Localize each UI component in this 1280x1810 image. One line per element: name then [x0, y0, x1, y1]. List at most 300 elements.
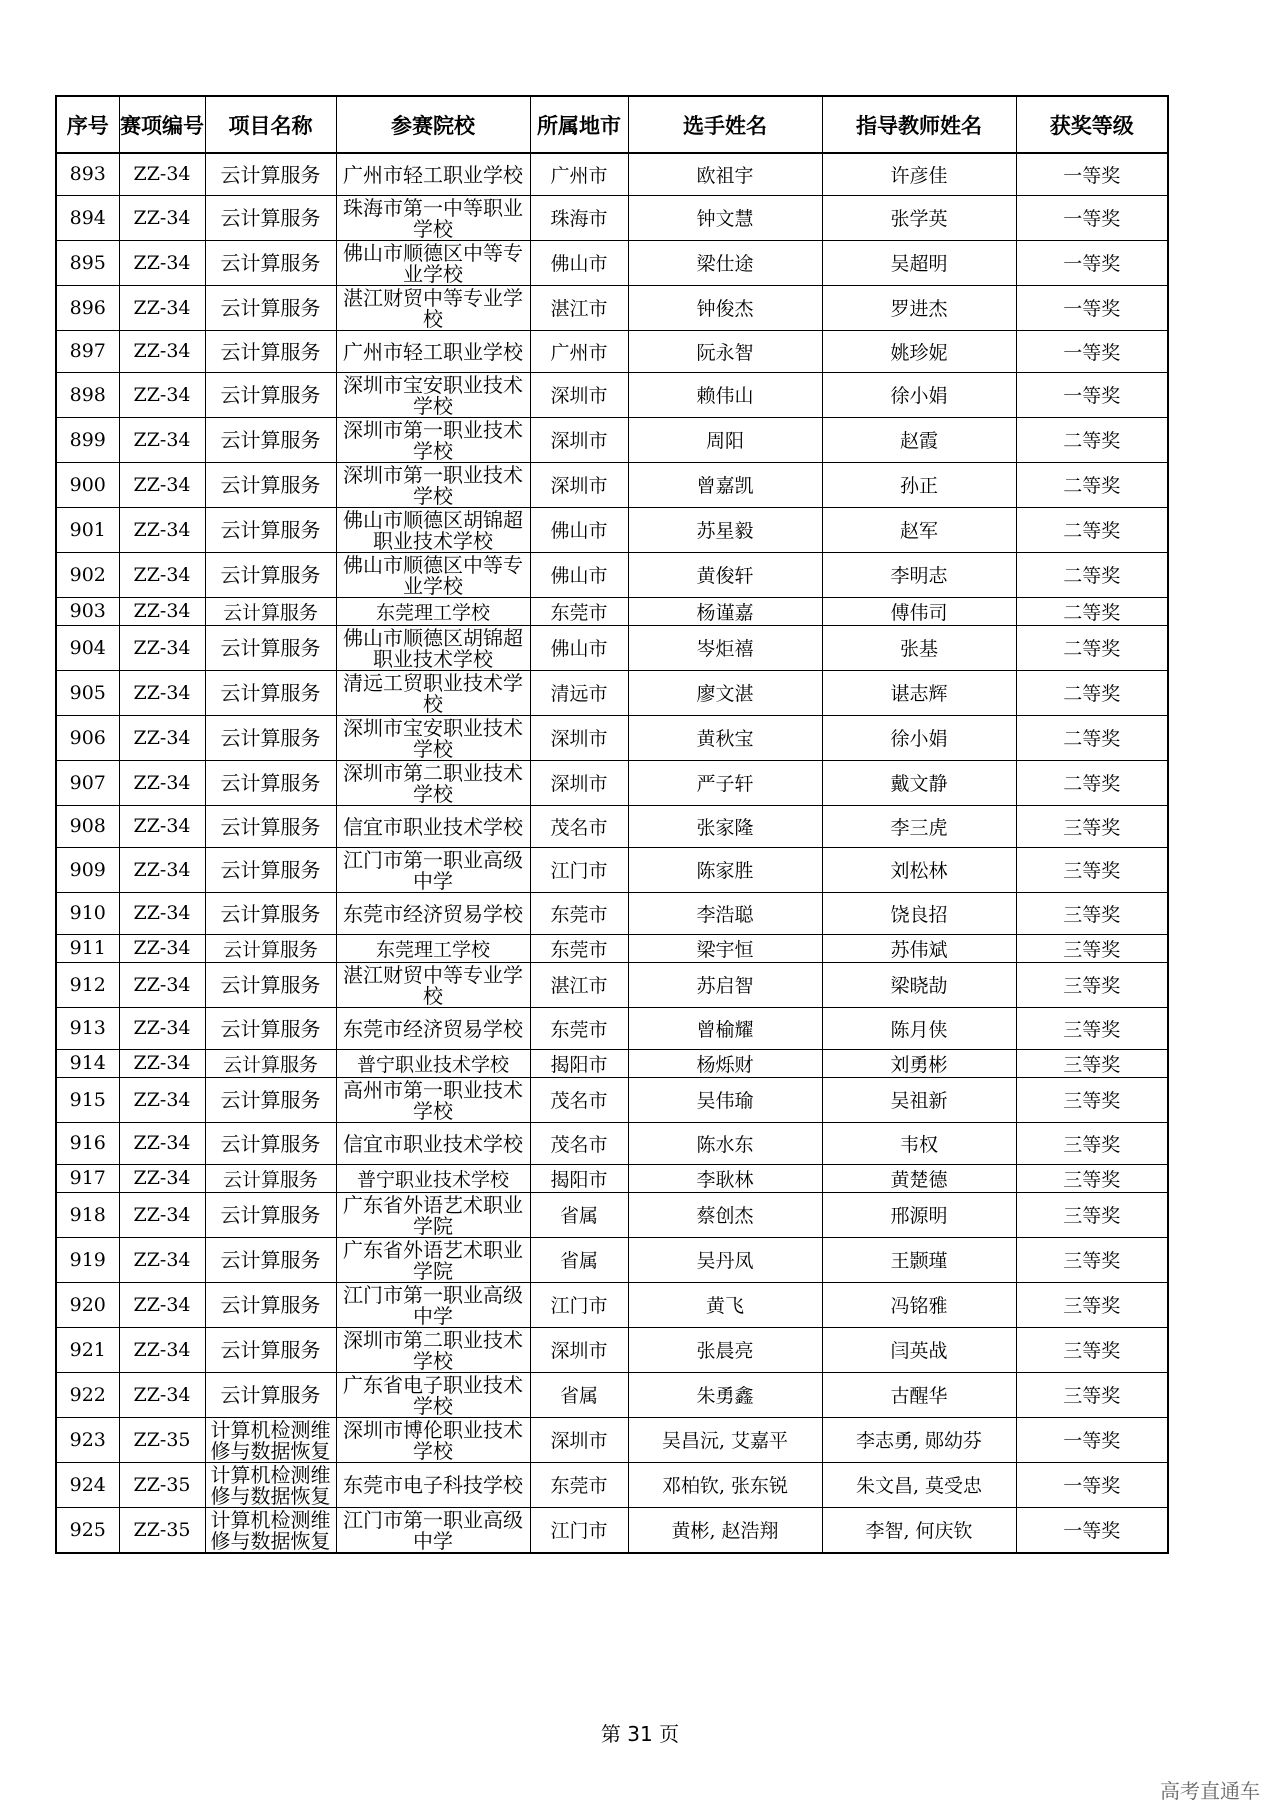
cell-seq: 903 [56, 597, 119, 625]
cell-award: 一等奖 [1016, 1417, 1168, 1462]
table-row [56, 1192, 1168, 1237]
cell-award: 三等奖 [1016, 1282, 1168, 1327]
cell-school: 东莞理工学校 [336, 597, 530, 625]
table-row [56, 1507, 1168, 1553]
table-row [56, 330, 1168, 372]
cell-teacher: 张学英 [822, 195, 1016, 240]
cell-seq: 904 [56, 625, 119, 670]
table-row [56, 847, 1168, 892]
cell-contestant: 吴昌沅, 艾嘉平 [628, 1417, 822, 1462]
table-row [56, 372, 1168, 417]
cell-project-name-text: 云计算服务 [220, 1383, 321, 1406]
cell-award: 三等奖 [1016, 1237, 1168, 1282]
cell-city: 深圳市 [530, 417, 628, 462]
cell-seq: 893 [56, 153, 119, 195]
cell-school [336, 240, 530, 285]
cell-city: 广州市 [530, 330, 628, 372]
cell-school-text: 佛山市顺德区中等专业学校 [343, 240, 523, 285]
cell-project-name [205, 847, 336, 892]
table-row [56, 1417, 1168, 1462]
table-row [56, 1372, 1168, 1417]
cell-award: 一等奖 [1016, 153, 1168, 195]
cell-project-name-text: 云计算服务 [220, 1338, 321, 1361]
cell-school-text: 清远工贸职业技术学校 [343, 670, 523, 715]
table-row [56, 1122, 1168, 1164]
cell-city: 佛山市 [530, 240, 628, 285]
cell-teacher: 朱文昌, 莫受忠 [822, 1462, 1016, 1507]
cell-award: 三等奖 [1016, 1327, 1168, 1372]
header-contestant: 选手姓名 [628, 96, 822, 153]
cell-seq: 917 [56, 1164, 119, 1192]
cell-city: 佛山市 [530, 625, 628, 670]
cell-seq: 895 [56, 240, 119, 285]
cell-event-code: ZZ-34 [119, 1049, 205, 1077]
cell-contestant: 钟文慧 [628, 195, 822, 240]
cell-event-code: ZZ-34 [119, 934, 205, 962]
table-row [56, 417, 1168, 462]
cell-school-text: 广东省外语艺术职业学院 [343, 1192, 523, 1237]
cell-school [336, 372, 530, 417]
table-row [56, 552, 1168, 597]
cell-school: 东莞理工学校 [336, 934, 530, 962]
cell-city: 东莞市 [530, 1462, 628, 1507]
cell-event-code: ZZ-34 [119, 462, 205, 507]
cell-contestant: 曾嘉凯 [628, 462, 822, 507]
cell-teacher: 陈月侠 [822, 1007, 1016, 1049]
cell-seq: 921 [56, 1327, 119, 1372]
table-row [56, 805, 1168, 847]
cell-event-code: ZZ-34 [119, 552, 205, 597]
cell-award: 三等奖 [1016, 1007, 1168, 1049]
cell-school [336, 760, 530, 805]
cell-project-name-text: 计算机检测维修与数据恢复 [210, 1417, 331, 1462]
cell-teacher: 吴祖新 [822, 1077, 1016, 1122]
table-row [56, 1327, 1168, 1372]
cell-city: 清远市 [530, 670, 628, 715]
cell-award: 一等奖 [1016, 285, 1168, 330]
cell-event-code: ZZ-34 [119, 715, 205, 760]
cell-school [336, 1327, 530, 1372]
cell-teacher: 孙正 [822, 462, 1016, 507]
cell-event-code: ZZ-34 [119, 1372, 205, 1417]
cell-seq: 905 [56, 670, 119, 715]
table-row [56, 1164, 1168, 1192]
table-row [56, 1007, 1168, 1049]
cell-project-name [205, 417, 336, 462]
cell-event-code: ZZ-34 [119, 847, 205, 892]
cell-teacher: 冯铭雅 [822, 1282, 1016, 1327]
cell-school-text: 广州市轻工职业学校 [343, 339, 523, 363]
cell-teacher: 罗进杰 [822, 285, 1016, 330]
cell-event-code: ZZ-34 [119, 507, 205, 552]
cell-contestant: 张晨亮 [628, 1327, 822, 1372]
cell-contestant: 杨谨嘉 [628, 597, 822, 625]
cell-contestant: 吴伟瑜 [628, 1077, 822, 1122]
cell-event-code: ZZ-34 [119, 1192, 205, 1237]
cell-seq: 909 [56, 847, 119, 892]
cell-teacher: 谌志辉 [822, 670, 1016, 715]
cell-project-name [205, 507, 336, 552]
cell-city: 广州市 [530, 153, 628, 195]
cell-event-code: ZZ-34 [119, 805, 205, 847]
cell-seq: 923 [56, 1417, 119, 1462]
cell-seq: 907 [56, 760, 119, 805]
cell-event-code: ZZ-34 [119, 962, 205, 1007]
cell-project-name-text: 云计算服务 [220, 339, 321, 363]
cell-event-code: ZZ-34 [119, 285, 205, 330]
cell-school [336, 552, 530, 597]
cell-project-name: 云计算服务 [205, 597, 336, 625]
cell-award: 一等奖 [1016, 1462, 1168, 1507]
cell-school-text: 佛山市顺德区胡锦超职业技术学校 [343, 625, 523, 670]
table-row [56, 597, 1168, 625]
cell-city: 深圳市 [530, 1417, 628, 1462]
cell-event-code: ZZ-34 [119, 597, 205, 625]
cell-project-name-text: 云计算服务 [220, 473, 321, 496]
cell-contestant: 朱勇鑫 [628, 1372, 822, 1417]
table-row [56, 934, 1168, 962]
cell-award: 一等奖 [1016, 240, 1168, 285]
cell-event-code: ZZ-34 [119, 760, 205, 805]
cell-school [336, 715, 530, 760]
cell-contestant: 苏启智 [628, 962, 822, 1007]
cell-project-name [205, 1417, 336, 1462]
cell-school [336, 670, 530, 715]
cell-teacher: 梁晓劼 [822, 962, 1016, 1007]
cell-teacher: 古醒华 [822, 1372, 1016, 1417]
cell-contestant: 赖伟山 [628, 372, 822, 417]
page-number: 第 31 页 [600, 1722, 680, 1746]
cell-award: 二等奖 [1016, 670, 1168, 715]
cell-contestant: 黄彬, 赵浩翔 [628, 1507, 822, 1553]
cell-city: 东莞市 [530, 1007, 628, 1049]
cell-teacher: 黄楚德 [822, 1164, 1016, 1192]
cell-event-code: ZZ-34 [119, 417, 205, 462]
cell-school [336, 285, 530, 330]
cell-contestant: 严子轩 [628, 760, 822, 805]
cell-city: 揭阳市 [530, 1164, 628, 1192]
cell-award: 三等奖 [1016, 1164, 1168, 1192]
table-row [56, 195, 1168, 240]
cell-event-code: ZZ-34 [119, 1122, 205, 1164]
cell-project-name [205, 962, 336, 1007]
cell-project-name [205, 805, 336, 847]
cell-seq: 900 [56, 462, 119, 507]
table-row [56, 240, 1168, 285]
cell-contestant: 钟俊杰 [628, 285, 822, 330]
watermark: 高考直通车 [1160, 1779, 1260, 1803]
table-row [56, 285, 1168, 330]
cell-project-name-text: 云计算服务 [220, 1248, 321, 1271]
cell-seq: 911 [56, 934, 119, 962]
cell-award: 三等奖 [1016, 1192, 1168, 1237]
cell-project-name-text: 云计算服务 [220, 1203, 321, 1226]
cell-school [336, 462, 530, 507]
cell-contestant: 梁宇恒 [628, 934, 822, 962]
cell-contestant: 曾榆耀 [628, 1007, 822, 1049]
cell-project-name [205, 625, 336, 670]
cell-school: 普宁职业技术学校 [336, 1164, 530, 1192]
cell-seq: 913 [56, 1007, 119, 1049]
cell-award: 三等奖 [1016, 1077, 1168, 1122]
cell-contestant: 黄飞 [628, 1282, 822, 1327]
cell-seq: 908 [56, 805, 119, 847]
cell-city: 深圳市 [530, 462, 628, 507]
cell-school [336, 1237, 530, 1282]
cell-contestant: 张家隆 [628, 805, 822, 847]
cell-city: 省属 [530, 1372, 628, 1417]
table-row [56, 892, 1168, 934]
cell-event-code: ZZ-34 [119, 1007, 205, 1049]
cell-city: 江门市 [530, 1282, 628, 1327]
cell-seq: 901 [56, 507, 119, 552]
cell-project-name [205, 670, 336, 715]
cell-school-text: 深圳市宝安职业技术学校 [343, 715, 523, 760]
cell-project-name-text: 云计算服务 [220, 1016, 321, 1040]
cell-city: 深圳市 [530, 372, 628, 417]
cell-project-name-text: 计算机检测维修与数据恢复 [210, 1462, 331, 1507]
header-teacher: 指导教师姓名 [822, 96, 1016, 153]
header-project-name: 项目名称 [205, 96, 336, 153]
cell-city: 深圳市 [530, 715, 628, 760]
cell-award: 三等奖 [1016, 1372, 1168, 1417]
cell-school-text: 湛江财贸中等专业学校 [343, 962, 523, 1007]
cell-city: 深圳市 [530, 1327, 628, 1372]
cell-event-code: ZZ-34 [119, 1164, 205, 1192]
cell-project-name [205, 462, 336, 507]
cell-contestant: 吴丹凤 [628, 1237, 822, 1282]
cell-contestant: 岑炬禧 [628, 625, 822, 670]
cell-city: 湛江市 [530, 962, 628, 1007]
cell-award: 三等奖 [1016, 847, 1168, 892]
cell-city: 珠海市 [530, 195, 628, 240]
cell-project-name-text: 云计算服务 [220, 428, 321, 451]
cell-city: 茂名市 [530, 1077, 628, 1122]
cell-project-name-text: 云计算服务 [220, 771, 321, 794]
cell-project-name-text: 计算机检测维修与数据恢复 [210, 1507, 331, 1552]
cell-seq: 912 [56, 962, 119, 1007]
cell-contestant: 黄秋宝 [628, 715, 822, 760]
cell-contestant: 欧祖宇 [628, 153, 822, 195]
cell-project-name-text: 云计算服务 [220, 296, 321, 319]
cell-teacher: 许彦佳 [822, 153, 1016, 195]
cell-project-name-text: 云计算服务 [220, 162, 321, 186]
cell-contestant: 陈水东 [628, 1122, 822, 1164]
cell-teacher: 邢源明 [822, 1192, 1016, 1237]
cell-seq: 897 [56, 330, 119, 372]
cell-award: 一等奖 [1016, 1507, 1168, 1553]
cell-school [336, 1417, 530, 1462]
cell-school-text: 江门市第一职业高级中学 [343, 1282, 523, 1327]
cell-contestant: 梁仕途 [628, 240, 822, 285]
cell-event-code: ZZ-35 [119, 1507, 205, 1553]
cell-project-name [205, 285, 336, 330]
cell-project-name-text: 云计算服务 [220, 206, 321, 229]
cell-school-text: 深圳市第一职业技术学校 [343, 417, 523, 462]
cell-project-name-text: 云计算服务 [220, 636, 321, 659]
cell-city: 江门市 [530, 847, 628, 892]
cell-school [336, 962, 530, 1007]
cell-project-name [205, 1077, 336, 1122]
cell-project-name: 云计算服务 [205, 1049, 336, 1077]
cell-teacher: 戴文静 [822, 760, 1016, 805]
cell-seq: 896 [56, 285, 119, 330]
cell-teacher: 刘松林 [822, 847, 1016, 892]
cell-school [336, 330, 530, 372]
cell-event-code: ZZ-34 [119, 153, 205, 195]
table-row [56, 962, 1168, 1007]
table-row [56, 153, 1168, 195]
cell-contestant: 周阳 [628, 417, 822, 462]
cell-event-code: ZZ-34 [119, 195, 205, 240]
cell-school [336, 417, 530, 462]
cell-event-code: ZZ-34 [119, 1077, 205, 1122]
cell-project-name: 云计算服务 [205, 1164, 336, 1192]
cell-seq: 919 [56, 1237, 119, 1282]
cell-city: 茂名市 [530, 805, 628, 847]
cell-school [336, 1507, 530, 1553]
cell-project-name [205, 240, 336, 285]
cell-project-name [205, 372, 336, 417]
cell-school [336, 1192, 530, 1237]
cell-event-code: ZZ-34 [119, 892, 205, 934]
table-row [56, 1077, 1168, 1122]
cell-project-name-text: 云计算服务 [220, 563, 321, 586]
header-school: 参赛院校 [336, 96, 530, 153]
cell-project-name-text: 云计算服务 [220, 681, 321, 704]
awards-table [55, 95, 1169, 1554]
cell-event-code: ZZ-34 [119, 240, 205, 285]
cell-event-code: ZZ-34 [119, 330, 205, 372]
cell-award: 一等奖 [1016, 372, 1168, 417]
cell-seq: 898 [56, 372, 119, 417]
cell-teacher: 李智, 何庆钦 [822, 1507, 1016, 1553]
cell-city: 省属 [530, 1192, 628, 1237]
cell-teacher: 赵霞 [822, 417, 1016, 462]
cell-school [336, 153, 530, 195]
cell-project-name [205, 153, 336, 195]
cell-teacher: 闫英战 [822, 1327, 1016, 1372]
cell-seq: 925 [56, 1507, 119, 1553]
cell-project-name [205, 715, 336, 760]
cell-award: 二等奖 [1016, 552, 1168, 597]
cell-school-text: 高州市第一职业技术学校 [343, 1077, 523, 1122]
cell-seq: 916 [56, 1122, 119, 1164]
cell-award: 二等奖 [1016, 760, 1168, 805]
cell-seq: 920 [56, 1282, 119, 1327]
cell-event-code: ZZ-34 [119, 1327, 205, 1372]
cell-seq: 918 [56, 1192, 119, 1237]
cell-project-name [205, 195, 336, 240]
cell-project-name [205, 1327, 336, 1372]
cell-school-text: 广东省电子职业技术学校 [343, 1372, 523, 1417]
table-row [56, 1049, 1168, 1077]
cell-city: 东莞市 [530, 934, 628, 962]
cell-contestant: 杨烁财 [628, 1049, 822, 1077]
cell-teacher: 饶良招 [822, 892, 1016, 934]
cell-project-name: 云计算服务 [205, 934, 336, 962]
cell-seq: 902 [56, 552, 119, 597]
cell-event-code: ZZ-34 [119, 670, 205, 715]
cell-city: 揭阳市 [530, 1049, 628, 1077]
cell-project-name [205, 1282, 336, 1327]
cell-project-name [205, 1507, 336, 1553]
cell-teacher: 韦权 [822, 1122, 1016, 1164]
cell-contestant: 邓柏钦, 张东锐 [628, 1462, 822, 1507]
cell-school [336, 1007, 530, 1049]
cell-school [336, 1077, 530, 1122]
cell-teacher: 李志勇, 郧幼芬 [822, 1417, 1016, 1462]
cell-award: 三等奖 [1016, 892, 1168, 934]
cell-project-name [205, 1192, 336, 1237]
cell-project-name [205, 1122, 336, 1164]
header-seq: 序号 [56, 96, 119, 153]
cell-school [336, 805, 530, 847]
cell-teacher: 王颢瑾 [822, 1237, 1016, 1282]
cell-city: 东莞市 [530, 892, 628, 934]
cell-school-text: 江门市第一职业高级中学 [343, 1507, 523, 1552]
table-row [56, 1282, 1168, 1327]
cell-teacher: 苏伟斌 [822, 934, 1016, 962]
cell-school-text: 信宜市职业技术学校 [343, 1131, 523, 1155]
cell-city: 东莞市 [530, 597, 628, 625]
cell-school-text: 深圳市宝安职业技术学校 [343, 372, 523, 417]
cell-project-name-text: 云计算服务 [220, 1293, 321, 1316]
cell-city: 省属 [530, 1237, 628, 1282]
cell-seq: 922 [56, 1372, 119, 1417]
cell-award: 一等奖 [1016, 195, 1168, 240]
cell-seq: 915 [56, 1077, 119, 1122]
cell-project-name [205, 1237, 336, 1282]
table-row [56, 625, 1168, 670]
cell-event-code: ZZ-35 [119, 1417, 205, 1462]
cell-contestant: 廖文湛 [628, 670, 822, 715]
table-row [56, 760, 1168, 805]
cell-award: 三等奖 [1016, 1122, 1168, 1164]
cell-contestant: 李耿林 [628, 1164, 822, 1192]
cell-seq: 914 [56, 1049, 119, 1077]
cell-event-code: ZZ-35 [119, 1462, 205, 1507]
cell-project-name-text: 云计算服务 [220, 973, 321, 996]
cell-school-text: 广东省外语艺术职业学院 [343, 1237, 523, 1282]
table-row [56, 715, 1168, 760]
cell-seq: 899 [56, 417, 119, 462]
cell-school-text: 佛山市顺德区中等专业学校 [343, 552, 523, 597]
cell-seq: 924 [56, 1462, 119, 1507]
cell-teacher: 傅伟司 [822, 597, 1016, 625]
cell-school [336, 1372, 530, 1417]
cell-school-text: 东莞市经济贸易学校 [343, 901, 523, 925]
cell-project-name-text: 云计算服务 [220, 814, 321, 838]
cell-school-text: 深圳市第二职业技术学校 [343, 1327, 523, 1372]
table-row [56, 670, 1168, 715]
cell-school: 普宁职业技术学校 [336, 1049, 530, 1077]
cell-event-code: ZZ-34 [119, 1282, 205, 1327]
cell-city: 佛山市 [530, 552, 628, 597]
cell-school [336, 1282, 530, 1327]
cell-city: 茂名市 [530, 1122, 628, 1164]
cell-teacher: 刘勇彬 [822, 1049, 1016, 1077]
cell-project-name-text: 云计算服务 [220, 901, 321, 925]
cell-project-name-text: 云计算服务 [220, 858, 321, 881]
cell-school [336, 625, 530, 670]
cell-award: 二等奖 [1016, 715, 1168, 760]
cell-project-name [205, 552, 336, 597]
header-award: 获奖等级 [1016, 96, 1168, 153]
header-event-code: 赛项编号 [119, 96, 205, 153]
cell-project-name [205, 1462, 336, 1507]
cell-contestant: 阮永智 [628, 330, 822, 372]
